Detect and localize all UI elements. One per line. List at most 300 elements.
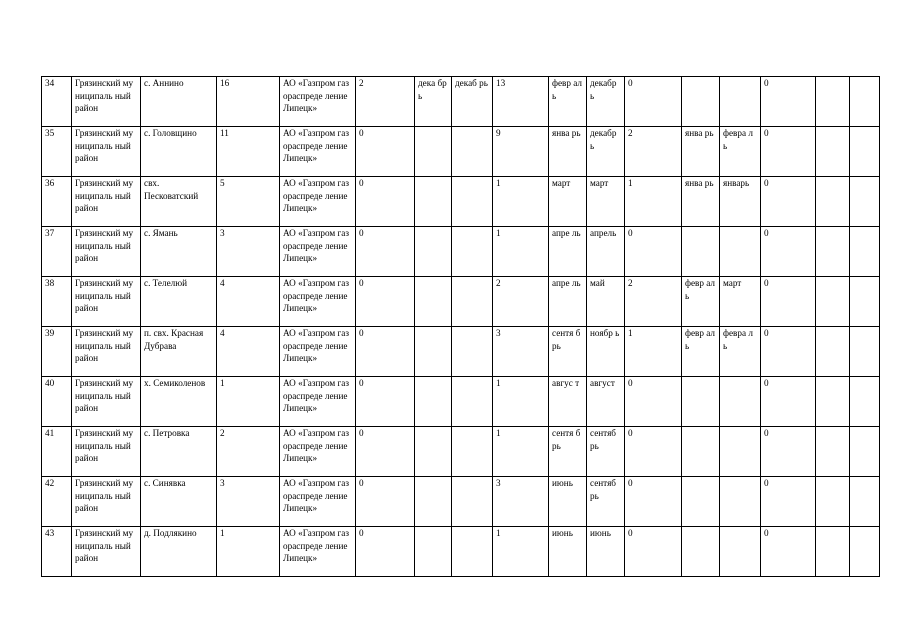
row-number-cell-text: 41: [45, 428, 55, 438]
month-cell-text: март: [723, 278, 742, 288]
count-cell: [217, 377, 280, 427]
district-cell-text: Грязинский муниципаль ный район: [75, 478, 134, 513]
value-cell-text: 0: [628, 428, 633, 438]
value-cell-text: 3: [496, 328, 501, 338]
organization-cell-text: АО «Газпром газораспреде ление Липецк»: [283, 228, 350, 263]
empty-cell: [816, 427, 850, 477]
count-cell-text: 4: [220, 278, 225, 288]
row-number-cell: [42, 427, 72, 477]
month-cell: [415, 77, 452, 127]
value-cell: [761, 427, 816, 477]
table-row: [42, 527, 880, 577]
value-cell-text: 13: [496, 78, 506, 88]
row-number-cell: [42, 527, 72, 577]
month-cell: [720, 227, 761, 277]
settlement-cell: [141, 77, 217, 127]
empty-cell: [850, 527, 880, 577]
month-cell-text: ноябр ь: [590, 328, 620, 338]
month-cell: [682, 77, 720, 127]
value-cell: [761, 177, 816, 227]
month-cell: [549, 177, 587, 227]
month-cell: [720, 177, 761, 227]
organization-cell-text: АО «Газпром газораспреде ление Липецк»: [283, 128, 350, 163]
month-cell: [452, 277, 493, 327]
month-cell: [587, 127, 625, 177]
organization-cell-text: АО «Газпром газораспреде ление Липецк»: [283, 78, 350, 113]
value-cell-text: 0: [764, 378, 769, 388]
count-cell: [217, 527, 280, 577]
month-cell: [682, 527, 720, 577]
value-cell-text: 0: [628, 378, 633, 388]
value-cell-text: 9: [496, 128, 501, 138]
month-cell: [452, 227, 493, 277]
month-cell: [452, 477, 493, 527]
settlement-cell-text: х. Семиколенов: [144, 378, 206, 388]
district-cell-text: Грязинский муниципаль ный район: [75, 378, 134, 413]
month-cell-text: декабр ь: [590, 128, 619, 151]
organization-cell-text: АО «Газпром газораспреде ление Липецк»: [283, 528, 350, 563]
settlement-cell-text: с. Головщино: [144, 128, 197, 138]
settlement-cell-text: д. Подлякино: [144, 528, 197, 538]
count-cell-text: 4: [220, 328, 225, 338]
month-cell: [452, 177, 493, 227]
month-cell-text: июнь: [552, 478, 573, 488]
month-cell: [682, 277, 720, 327]
empty-cell: [850, 327, 880, 377]
settlement-cell: [141, 127, 217, 177]
month-cell-text: дека брь: [418, 78, 447, 101]
value-cell: [493, 427, 549, 477]
month-cell-text: декабр ь: [590, 78, 619, 101]
month-cell-text: июнь: [552, 528, 573, 538]
empty-cell: [850, 127, 880, 177]
district-cell-text: Грязинский муниципаль ный район: [75, 78, 134, 113]
settlement-cell: [141, 527, 217, 577]
district-cell: [72, 77, 141, 127]
organization-cell: [280, 377, 356, 427]
month-cell-text: сентя брь: [552, 328, 581, 351]
value-cell: [356, 277, 415, 327]
month-cell: [452, 77, 493, 127]
value-cell-text: 0: [764, 428, 769, 438]
settlement-cell-text: с. Ямань: [144, 228, 178, 238]
month-cell-text: май: [590, 278, 605, 288]
row-number-cell-text: 40: [45, 378, 55, 388]
district-cell: [72, 127, 141, 177]
month-cell-text: сентя брь: [552, 428, 581, 451]
value-cell-text: 0: [628, 478, 633, 488]
empty-cell: [850, 477, 880, 527]
value-cell-text: 0: [359, 478, 364, 488]
empty-cell: [816, 177, 850, 227]
organization-cell: [280, 127, 356, 177]
settlement-cell: [141, 227, 217, 277]
empty-cell: [816, 127, 850, 177]
count-cell: [217, 127, 280, 177]
district-cell-text: Грязинский муниципаль ный район: [75, 528, 134, 563]
gasification-table: [41, 76, 880, 577]
row-number-cell: [42, 377, 72, 427]
month-cell: [415, 277, 452, 327]
month-cell: [587, 277, 625, 327]
count-cell-text: 1: [220, 528, 225, 538]
value-cell-text: 0: [359, 378, 364, 388]
value-cell-text: 1: [496, 428, 501, 438]
count-cell-text: 11: [220, 128, 229, 138]
organization-cell: [280, 327, 356, 377]
month-cell: [587, 477, 625, 527]
empty-cell: [816, 327, 850, 377]
value-cell: [356, 527, 415, 577]
month-cell-text: сентяб рь: [590, 428, 619, 451]
organization-cell-text: АО «Газпром газораспреде ление Липецк»: [283, 378, 350, 413]
month-cell: [720, 527, 761, 577]
row-number-cell-text: 37: [45, 228, 55, 238]
value-cell: [493, 527, 549, 577]
table-row: [42, 427, 880, 477]
month-cell: [549, 527, 587, 577]
row-number-cell-text: 42: [45, 478, 55, 488]
value-cell: [625, 377, 682, 427]
month-cell: [587, 427, 625, 477]
count-cell: [217, 427, 280, 477]
month-cell: [587, 177, 625, 227]
settlement-cell-text: с. Петровка: [144, 428, 190, 438]
row-number-cell: [42, 77, 72, 127]
value-cell-text: 0: [764, 78, 769, 88]
district-cell-text: Грязинский муниципаль ный район: [75, 228, 134, 263]
month-cell-text: янва рь: [685, 178, 714, 188]
table-row: [42, 227, 880, 277]
district-cell-text: Грязинский муниципаль ный район: [75, 328, 134, 363]
row-number-cell: [42, 327, 72, 377]
empty-cell: [850, 177, 880, 227]
empty-cell: [850, 227, 880, 277]
settlement-cell-text: свх. Песковатский: [144, 178, 199, 201]
value-cell-text: 0: [359, 278, 364, 288]
month-cell: [549, 427, 587, 477]
value-cell: [761, 227, 816, 277]
value-cell: [493, 277, 549, 327]
table-row: [42, 177, 880, 227]
month-cell: [720, 477, 761, 527]
value-cell-text: 0: [359, 428, 364, 438]
month-cell-text: февра ль: [723, 128, 753, 151]
empty-cell: [816, 277, 850, 327]
value-cell-text: 0: [764, 528, 769, 538]
value-cell-text: 1: [496, 178, 501, 188]
settlement-cell: [141, 427, 217, 477]
count-cell: [217, 327, 280, 377]
value-cell-text: 2: [359, 78, 364, 88]
month-cell-text: февр аль: [685, 328, 716, 351]
month-cell-text: март: [552, 178, 571, 188]
value-cell-text: 2: [496, 278, 501, 288]
district-cell-text: Грязинский муниципаль ный район: [75, 128, 134, 163]
month-cell: [452, 527, 493, 577]
month-cell: [682, 377, 720, 427]
value-cell: [493, 177, 549, 227]
value-cell: [356, 377, 415, 427]
month-cell-text: июнь: [590, 528, 611, 538]
month-cell-text: декаб рь: [455, 78, 488, 88]
value-cell: [625, 227, 682, 277]
value-cell: [493, 127, 549, 177]
value-cell: [625, 477, 682, 527]
month-cell: [452, 427, 493, 477]
value-cell-text: 2: [628, 128, 633, 138]
value-cell-text: 0: [764, 328, 769, 338]
count-cell-text: 5: [220, 178, 225, 188]
value-cell: [625, 427, 682, 477]
month-cell: [587, 527, 625, 577]
value-cell-text: 0: [359, 178, 364, 188]
month-cell: [720, 77, 761, 127]
month-cell: [549, 327, 587, 377]
row-number-cell-text: 38: [45, 278, 55, 288]
count-cell-text: 1: [220, 378, 225, 388]
month-cell: [682, 227, 720, 277]
district-cell: [72, 377, 141, 427]
settlement-cell: [141, 477, 217, 527]
row-number-cell: [42, 127, 72, 177]
table-body: [42, 77, 880, 577]
district-cell-text: Грязинский муниципаль ный район: [75, 278, 134, 313]
row-number-cell-text: 43: [45, 528, 55, 538]
value-cell-text: 1: [496, 378, 501, 388]
district-cell: [72, 227, 141, 277]
month-cell: [549, 77, 587, 127]
month-cell: [549, 377, 587, 427]
value-cell: [356, 77, 415, 127]
value-cell: [625, 527, 682, 577]
organization-cell: [280, 227, 356, 277]
organization-cell-text: АО «Газпром газораспреде ление Липецк»: [283, 428, 350, 463]
settlement-cell: [141, 177, 217, 227]
organization-cell-text: АО «Газпром газораспреде ление Липецк»: [283, 328, 350, 363]
organization-cell-text: АО «Газпром газораспреде ление Липецк»: [283, 278, 350, 313]
value-cell: [493, 327, 549, 377]
month-cell: [720, 427, 761, 477]
empty-cell: [816, 477, 850, 527]
count-cell: [217, 227, 280, 277]
value-cell-text: 0: [764, 228, 769, 238]
empty-cell: [816, 377, 850, 427]
table-row: [42, 377, 880, 427]
organization-cell: [280, 177, 356, 227]
district-cell: [72, 427, 141, 477]
count-cell-text: 3: [220, 478, 225, 488]
count-cell: [217, 77, 280, 127]
table-row: [42, 127, 880, 177]
organization-cell: [280, 77, 356, 127]
value-cell: [761, 377, 816, 427]
month-cell: [549, 277, 587, 327]
row-number-cell-text: 35: [45, 128, 55, 138]
value-cell-text: 0: [628, 78, 633, 88]
value-cell-text: 1: [628, 328, 633, 338]
row-number-cell: [42, 477, 72, 527]
value-cell-text: 0: [359, 228, 364, 238]
month-cell: [549, 227, 587, 277]
district-cell-text: Грязинский муниципаль ный район: [75, 178, 134, 213]
empty-cell: [850, 427, 880, 477]
month-cell: [415, 527, 452, 577]
month-cell-text: февр аль: [685, 278, 716, 301]
month-cell: [587, 77, 625, 127]
month-cell-text: янва рь: [685, 128, 714, 138]
table-row: [42, 77, 880, 127]
count-cell-text: 3: [220, 228, 225, 238]
settlement-cell: [141, 277, 217, 327]
month-cell: [549, 477, 587, 527]
value-cell-text: 1: [496, 528, 501, 538]
month-cell: [415, 127, 452, 177]
value-cell-text: 3: [496, 478, 501, 488]
row-number-cell: [42, 227, 72, 277]
value-cell: [761, 477, 816, 527]
settlement-cell-text: с. Телелюй: [144, 278, 188, 288]
organization-cell: [280, 527, 356, 577]
row-number-cell-text: 36: [45, 178, 55, 188]
month-cell: [452, 327, 493, 377]
month-cell: [415, 177, 452, 227]
value-cell: [356, 427, 415, 477]
month-cell-text: янва рь: [552, 128, 581, 138]
value-cell: [493, 77, 549, 127]
value-cell: [493, 377, 549, 427]
month-cell: [452, 127, 493, 177]
month-cell: [720, 377, 761, 427]
count-cell: [217, 277, 280, 327]
month-cell-text: апре ль: [552, 228, 581, 238]
month-cell-text: апрель: [590, 228, 617, 238]
value-cell: [761, 77, 816, 127]
settlement-cell: [141, 327, 217, 377]
month-cell: [549, 127, 587, 177]
organization-cell-text: АО «Газпром газораспреде ление Липецк»: [283, 478, 350, 513]
value-cell: [761, 277, 816, 327]
row-number-cell-text: 39: [45, 328, 55, 338]
settlement-cell: [141, 377, 217, 427]
empty-cell: [850, 377, 880, 427]
value-cell: [356, 177, 415, 227]
month-cell: [415, 327, 452, 377]
value-cell: [493, 477, 549, 527]
count-cell-text: 16: [220, 78, 230, 88]
settlement-cell-text: с. Аннино: [144, 78, 184, 88]
month-cell: [452, 377, 493, 427]
value-cell-text: 1: [496, 228, 501, 238]
month-cell: [682, 127, 720, 177]
value-cell: [625, 77, 682, 127]
value-cell: [356, 227, 415, 277]
value-cell-text: 0: [359, 328, 364, 338]
table-row: [42, 277, 880, 327]
district-cell-text: Грязинский муниципаль ный район: [75, 428, 134, 463]
month-cell-text: авгус т: [552, 378, 580, 388]
row-number-cell: [42, 277, 72, 327]
value-cell: [761, 527, 816, 577]
month-cell-text: сентяб рь: [590, 478, 619, 501]
month-cell: [720, 127, 761, 177]
month-cell-text: апре ль: [552, 278, 581, 288]
value-cell-text: 2: [628, 278, 633, 288]
month-cell: [587, 327, 625, 377]
table-row: [42, 327, 880, 377]
organization-cell-text: АО «Газпром газораспреде ление Липецк»: [283, 178, 350, 213]
row-number-cell: [42, 177, 72, 227]
month-cell: [587, 377, 625, 427]
organization-cell: [280, 477, 356, 527]
empty-cell: [850, 277, 880, 327]
empty-cell: [850, 77, 880, 127]
district-cell: [72, 477, 141, 527]
value-cell: [356, 477, 415, 527]
month-cell: [682, 177, 720, 227]
count-cell: [217, 477, 280, 527]
month-cell-text: январь: [723, 178, 750, 188]
organization-cell: [280, 427, 356, 477]
month-cell: [415, 477, 452, 527]
value-cell: [356, 327, 415, 377]
month-cell: [415, 227, 452, 277]
value-cell-text: 0: [359, 528, 364, 538]
month-cell: [415, 427, 452, 477]
value-cell: [625, 327, 682, 377]
value-cell: [625, 177, 682, 227]
value-cell: [493, 227, 549, 277]
row-number-cell-text: 34: [45, 78, 55, 88]
settlement-cell-text: п. свх. Красная Дубрава: [144, 328, 206, 351]
district-cell: [72, 527, 141, 577]
count-cell: [217, 177, 280, 227]
count-cell-text: 2: [220, 428, 225, 438]
month-cell: [682, 477, 720, 527]
value-cell-text: 0: [628, 228, 633, 238]
value-cell: [356, 127, 415, 177]
table-row: [42, 477, 880, 527]
value-cell-text: 0: [764, 278, 769, 288]
empty-cell: [816, 527, 850, 577]
empty-cell: [816, 227, 850, 277]
value-cell-text: 0: [764, 178, 769, 188]
month-cell: [587, 227, 625, 277]
month-cell-text: август: [590, 378, 615, 388]
value-cell-text: 0: [359, 128, 364, 138]
month-cell: [720, 277, 761, 327]
value-cell: [625, 127, 682, 177]
value-cell: [761, 127, 816, 177]
value-cell-text: 0: [628, 528, 633, 538]
settlement-cell-text: с. Синявка: [144, 478, 186, 488]
value-cell-text: 1: [628, 178, 633, 188]
value-cell: [761, 327, 816, 377]
organization-cell: [280, 277, 356, 327]
district-cell: [72, 277, 141, 327]
month-cell: [682, 427, 720, 477]
district-cell: [72, 327, 141, 377]
value-cell-text: 0: [764, 128, 769, 138]
value-cell-text: 0: [764, 478, 769, 488]
month-cell: [415, 377, 452, 427]
month-cell-text: февра ль: [723, 328, 753, 351]
month-cell: [682, 327, 720, 377]
month-cell-text: февр аль: [552, 78, 583, 101]
month-cell-text: март: [590, 178, 609, 188]
value-cell: [625, 277, 682, 327]
district-cell: [72, 177, 141, 227]
